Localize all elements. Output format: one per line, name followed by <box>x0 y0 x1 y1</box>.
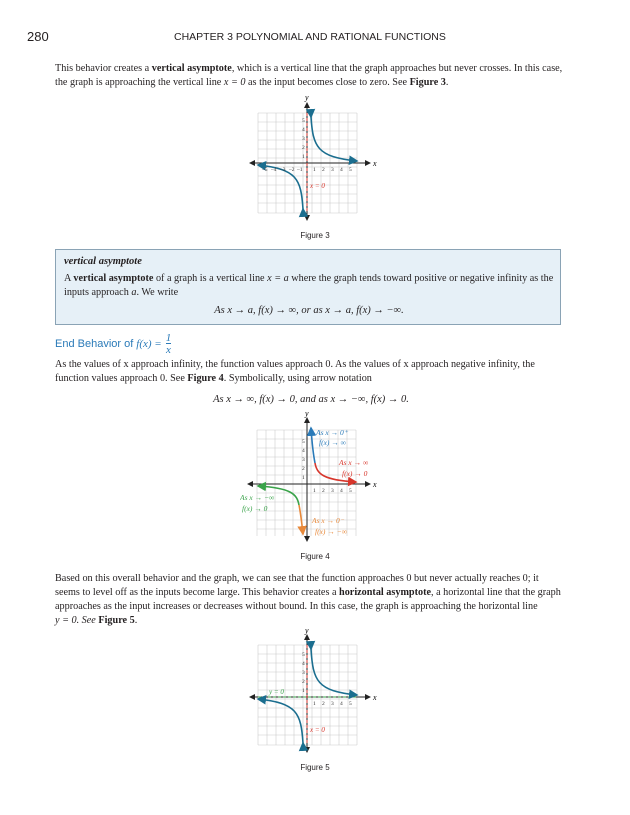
svg-text:4: 4 <box>340 701 343 707</box>
figure4-ann-right-1: As x → ∞ <box>339 458 369 467</box>
svg-text:3: 3 <box>331 488 334 494</box>
svg-text:3: 3 <box>331 701 334 707</box>
figure4-curve-top <box>311 428 315 463</box>
svg-text:4: 4 <box>340 167 343 173</box>
figure3-asymptote-label: x = 0 <box>310 182 325 190</box>
figure4-caption: Figure 4 <box>300 552 330 561</box>
svg-text:4: 4 <box>302 448 305 454</box>
svg-text:–3: –3 <box>280 167 286 173</box>
svg-text:5: 5 <box>349 488 352 494</box>
svg-text:4: 4 <box>302 127 305 133</box>
definition-title: vertical asymptote <box>64 256 142 267</box>
figure3-y-label: y <box>305 95 309 102</box>
svg-text:x: x <box>373 480 377 489</box>
svg-text:2: 2 <box>302 145 305 151</box>
figure4-ann-right-2: f(x) → 0 <box>342 469 368 478</box>
svg-text:–1: –1 <box>297 167 303 173</box>
figure5-caption: Figure 5 <box>300 763 330 772</box>
svg-text:5: 5 <box>349 167 352 173</box>
definition-text: A vertical asymptote of a graph is a vertical line x = a where the graph tends toward positive or negative infinity as the inputs approach a. We write <box>64 273 554 298</box>
svg-text:3: 3 <box>302 670 305 676</box>
svg-text:1: 1 <box>313 488 316 494</box>
definition-box <box>55 249 561 325</box>
end-behavior-formula: As x → ∞, f(x) → 0, and as x → −∞, f(x) → 0. <box>213 394 409 405</box>
chapter-label: CHAPTER 3 <box>174 31 233 43</box>
section-heading: End Behavior of f(x) = $\frac{1}{x}$ <box>55 332 172 356</box>
chapter-title: POLYNOMIAL AND RATIONAL FUNCTIONS <box>235 31 446 43</box>
figure4-curve-bottom <box>299 505 303 534</box>
end-behavior-paragraph: As the values of x approach infinity, the function values approach 0. As the values of x approach negative infinity, the function values approach 0. See Figure 4. Symbolically, using arrow notation <box>55 359 535 384</box>
figure4-ann-top-2: f(x) → ∞ <box>319 438 347 447</box>
svg-text:5: 5 <box>302 118 305 124</box>
figure3-x-label: x <box>373 159 377 168</box>
figure3-caption: Figure 3 <box>300 231 330 240</box>
figure5-graph <box>245 625 385 757</box>
svg-text:y: y <box>305 626 309 635</box>
svg-text:3: 3 <box>302 457 305 463</box>
page-number: 280 <box>27 29 49 44</box>
svg-text:4: 4 <box>340 488 343 494</box>
svg-text:–4: –4 <box>271 167 277 173</box>
definition-formula: As x → a, f(x) → ∞, or as x → a, f(x) → −∞. <box>214 305 404 316</box>
svg-text:–2: –2 <box>289 167 295 173</box>
svg-text:2: 2 <box>302 679 305 685</box>
svg-text:2: 2 <box>322 167 325 173</box>
figure4-graph <box>240 408 390 546</box>
figure4-ann-top-1: As x → 0⁺ <box>316 428 348 437</box>
svg-text:5: 5 <box>302 439 305 445</box>
svg-text:2: 2 <box>322 488 325 494</box>
svg-text:5: 5 <box>349 701 352 707</box>
svg-text:x: x <box>373 693 377 702</box>
svg-text:5: 5 <box>302 652 305 658</box>
figure4-ann-left-2: f(x) → 0 <box>242 504 268 513</box>
horizontal-paragraph: Based on this overall behavior and the graph, we can see that the function approaches 0 but never actually reaches 0; it seems to level off as the inputs become large. This behavior creates a horizontal asymptote, a horizontal line that the graph approaches as the input increases or decreases without bound. In this case, the graph is approaching the horizontal line y = 0. See Figure 5. <box>55 573 561 626</box>
figure4-ann-bottom-2: f(x) → −∞ <box>315 527 348 536</box>
svg-text:2: 2 <box>302 466 305 472</box>
chapter-header <box>174 31 446 43</box>
figure4-ann-left-1: As x → −∞ <box>240 493 275 502</box>
svg-text:1: 1 <box>302 688 305 694</box>
figure3-graph <box>245 95 385 225</box>
svg-text:y: y <box>305 409 309 418</box>
svg-text:1: 1 <box>313 167 316 173</box>
svg-text:3: 3 <box>331 167 334 173</box>
svg-text:1: 1 <box>313 701 316 707</box>
intro-paragraph: This behavior creates a vertical asymptote, which is a vertical line that the graph approaches but never crosses. In this case, the graph is approaching the vertical line x = 0 as the input becomes close to zero. See Figure 3. <box>55 63 563 88</box>
figure3-curve-right <box>311 117 357 161</box>
figure5-v-asymptote-label: x = 0 <box>310 726 325 734</box>
svg-text:1: 1 <box>302 154 305 160</box>
svg-text:3: 3 <box>302 136 305 142</box>
svg-text:–5: –5 <box>262 167 268 173</box>
svg-text:2: 2 <box>322 701 325 707</box>
figure4-ann-bottom-1: As x → 0⁻ <box>312 516 344 525</box>
svg-text:1: 1 <box>302 475 305 481</box>
figure5-h-asymptote-label: y = 0 <box>269 688 284 696</box>
svg-text:4: 4 <box>302 661 305 667</box>
